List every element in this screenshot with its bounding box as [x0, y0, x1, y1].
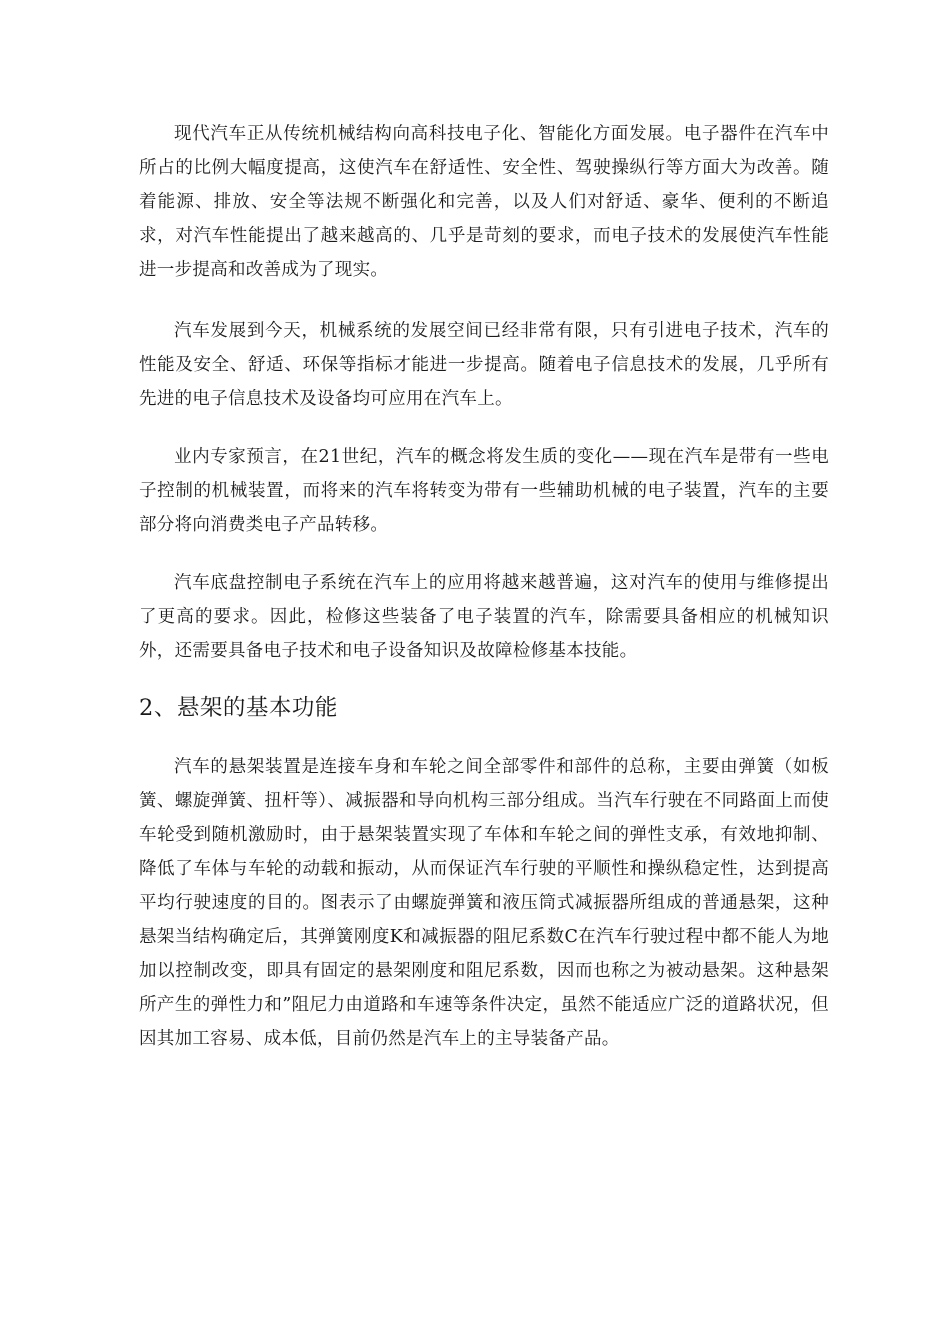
section-heading: 2、悬架的基本功能: [139, 695, 338, 721]
paragraph-expert-prediction: 业内专家预言，在21世纪，汽车的概念将发生质的变化——现在汽车是带有一些电子控制的机械装置，而将来的汽车将转变为带有一些辅助机械的电子装置，汽车的主要部分将向消费类电子产品转移。: [139, 447, 829, 535]
paragraph-electronics-trend: 现代汽车正从传统机械结构向高科技电子化、智能化方面发展。电子器件在汽车中所占的比例大幅度提高，这使汽车在舒适性、安全性、驾驶操纵行等方面大为改善。随着能源、排放、安全等法规不断强化和完善，以及人们对舒适、豪华、便利的不断追求，对汽车性能提出了越来越高的、几乎是苛刻的要求，而电子技术的发展使汽车性能进一步提高和改善成为了现实。: [139, 124, 829, 280]
paragraph-mechanical-limits: 汽车发展到今天，机械系统的发展空间已经非常有限，只有引进电子技术，汽车的性能及安全、舒适、环保等指标才能进一步提高。随着电子信息技术的发展，几乎所有先进的电子信息技术及设备均可应用在汽车上。: [139, 321, 829, 409]
paragraph-suspension-function: 汽车的悬架装置是连接车身和车轮之间全部零件和部件的总称，主要由弹簧（如板簧、螺旋弹簧、扭杆等）、减振器和导向机构三部分组成。当汽车行驶在不同路面上而使车轮受到随机激励时，由于悬架装置实现了车体和车轮之间的弹性支承，有效地抑制、降低了车体与车轮的动载和振动，从而保证汽车行驶的平顺性和操纵稳定性，达到提高平均行驶速度的目的。图表示了由螺旋弹簧和液压筒式减振器所组成的普通悬架，这种悬架当结构确定后，其弹簧刚度K和减振器的阻尼系数C在汽车行驶过程中都不能人为地加以控制改变，即具有固定的悬架刚度和阻尼系数，因而也称之为被动悬架。这种悬架所产生的弹性力和”阻尼力由道路和车速等条件决定，虽然不能适应广泛的道路状况，但因其加工容易、成本低，目前仍然是汽车上的主导装备产品。: [139, 757, 829, 1049]
paragraph-chassis-electronics: 汽车底盘控制电子系统在汽车上的应用将越来越普遍，这对汽车的使用与维修提出了更高的要求。因此，检修这些装备了电子装置的汽车，除需要具备相应的机械知识外，还需要具备电子技术和电子设备知识及故障检修基本技能。: [139, 573, 829, 661]
